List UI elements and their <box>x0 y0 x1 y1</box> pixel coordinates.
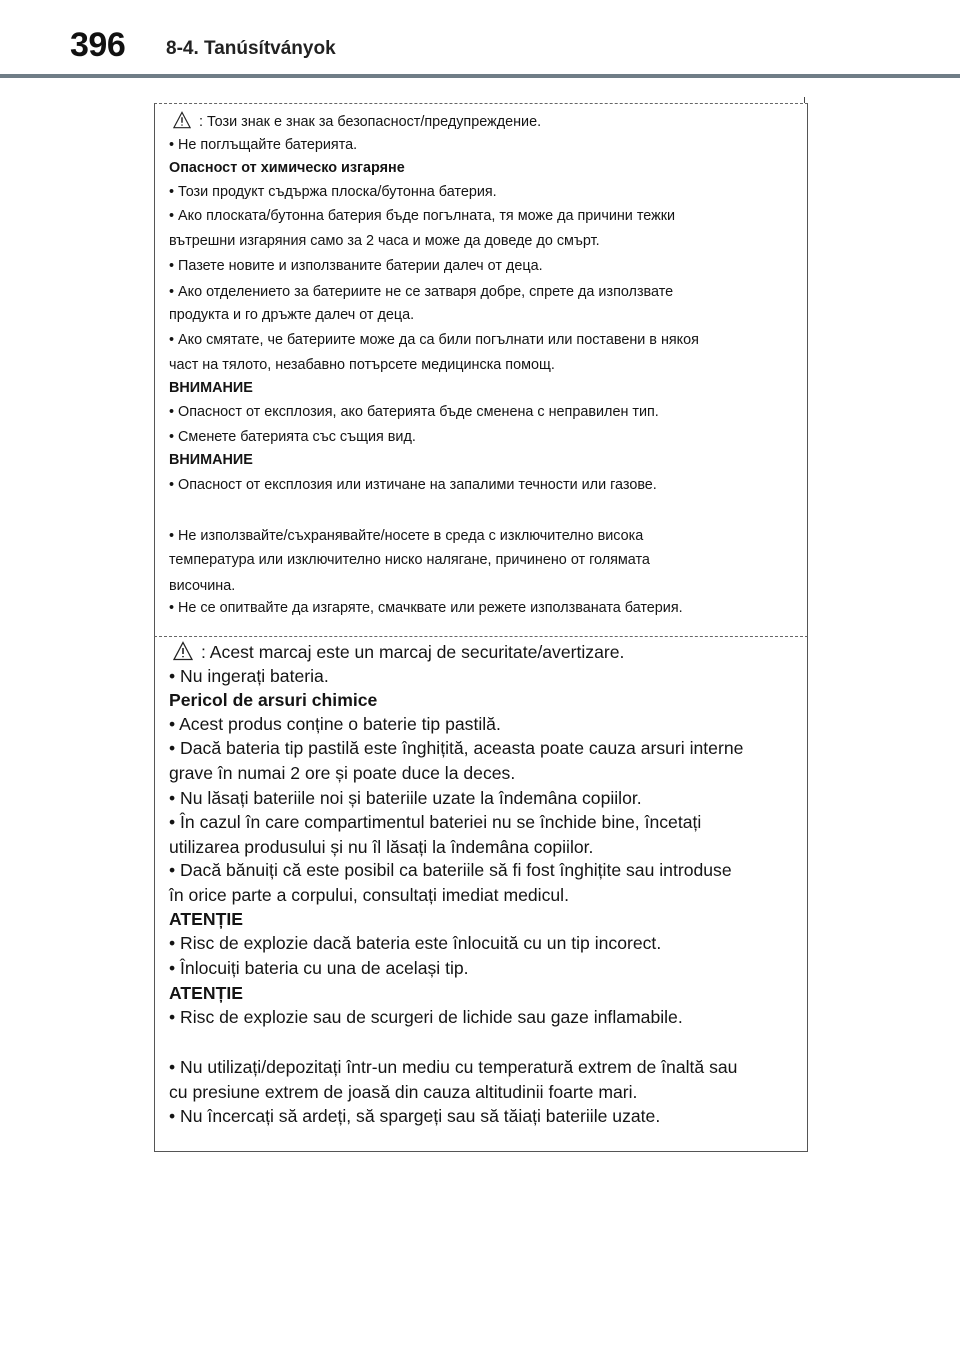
notice-line <box>169 357 555 373</box>
page-number: 396 <box>70 26 126 64</box>
notice-line <box>173 111 541 130</box>
notice-heading <box>169 909 243 930</box>
notice-line <box>169 184 497 200</box>
notice-line <box>169 1106 660 1127</box>
notice-line-text: част на тялото, незабавно потърсете медицинска помощ. <box>169 357 555 373</box>
notice-line <box>169 958 469 979</box>
notice-line-text: • Acest produs conține o baterie tip pastilă. <box>169 714 501 734</box>
notice-bulgarian <box>154 103 808 636</box>
notice-line <box>169 714 501 735</box>
notice-line-text: • Този продукт съдържа плоска/бутонна батерия. <box>169 184 497 200</box>
notice-line <box>169 860 732 881</box>
notice-line-text: продукта и го дръжте далеч от деца. <box>169 307 415 323</box>
notice-line-text: • Risc de explozie sau de scurgeri de lichide sau gaze inflamabile. <box>169 1007 683 1027</box>
notice-line-text: • Не използвайте/съхранявайте/носете в среда с изключително висока <box>169 528 644 544</box>
notice-line <box>169 429 416 445</box>
notice-line-text: • Nu lăsați bateriile noi și bateriile uzate la îndemâna copiilor. <box>169 788 642 808</box>
notice-line <box>169 788 642 809</box>
warning-triangle-icon <box>173 111 191 129</box>
notice-line <box>169 258 543 274</box>
notice-line-text: вътрешни изгаряния само за 2 часа и може да доведе до смърт. <box>169 233 600 249</box>
notice-line-text: • Nu ingerați bateria. <box>169 666 329 686</box>
notice-line-text: ВНИМАНИЕ <box>169 452 253 468</box>
notice-line-text: • În cazul în care compartimentul bateriei nu se închide bine, încetați <box>169 812 702 832</box>
notice-heading <box>169 452 253 468</box>
notice-line-text: • Nu încercați să ardeți, să spargeți sau să tăiați bateriile uzate. <box>169 1106 661 1126</box>
notice-line <box>169 208 675 224</box>
notice-line <box>169 1057 737 1078</box>
notice-line <box>169 528 643 544</box>
notice-line-text: • Ако отделението за батериите не се затваря добре, спрете да използвате <box>169 284 674 300</box>
notice-line-text: Опасност от химическо изгаряне <box>169 160 405 176</box>
notice-line <box>169 1082 637 1103</box>
notice-line <box>169 885 569 906</box>
notice-line <box>169 477 657 493</box>
section-title: 8-4. Tanúsítványok <box>166 38 336 59</box>
notice-line-text: • Опасност от експлозия или изтичане на запалими течности или газове. <box>169 477 657 493</box>
notice-line-text: ВНИМАНИЕ <box>169 380 253 396</box>
notice-line-text: • Сменете батерията със същия вид. <box>169 429 416 445</box>
notice-line-text: • Опасност от експлозия, ако батерията бъде сменена с неправилен тип. <box>169 404 659 420</box>
notice-line-text: ATENȚIE <box>169 909 243 929</box>
notice-line-text: • Ако смятате, че батериите може да са били погълнати или поставени в някоя <box>169 332 699 348</box>
notice-line-text: • Не поглъщайте батерията. <box>169 137 358 153</box>
notice-line-text: : Acest marcaj este un marcaj de securitate/avertizare. <box>201 642 625 662</box>
notice-line-text: • Не се опитвайте да изгаряте, смачквате или режете използваната батерия. <box>169 600 683 616</box>
notice-line-text: • Risc de explozie dacă bateria este înlocuită cu un tip incorect. <box>169 933 662 953</box>
notice-line <box>169 763 515 784</box>
notice-line <box>169 137 357 153</box>
notice-line-text: • Dacă bateria tip pastilă este înghițită, aceasta poate cauza arsuri interne <box>169 738 744 758</box>
notice-line <box>169 307 414 323</box>
notice-line <box>169 332 699 348</box>
notice-line-text: • Nu utilizați/depozitați într-un mediu cu temperatură extrem de înaltă sau <box>169 1057 738 1077</box>
notice-heading <box>169 380 253 396</box>
notice-line-text: • Înlocuiți bateria cu una de același tip. <box>169 958 469 978</box>
notice-line <box>169 1007 683 1028</box>
notice-line-text: • Пазете новите и използваните батерии далеч от деца. <box>169 258 543 274</box>
notice-heading <box>169 690 377 711</box>
notice-line <box>169 233 600 249</box>
header-rule <box>0 74 960 78</box>
notice-line <box>169 738 743 759</box>
notice-line-text: : Този знак е знак за безопасност/предупреждение. <box>199 114 542 130</box>
notice-line-text: • Dacă bănuiți că este posibil ca bateriile să fi fost înghițite sau introduse <box>169 860 732 880</box>
notice-line-text: Pericol de arsuri chimice <box>169 690 378 710</box>
notice-line <box>169 600 683 616</box>
notice-heading <box>169 983 243 1004</box>
notice-line-text: utilizarea produsului și nu îl lăsați la îndemâna copiilor. <box>169 837 594 857</box>
notice-line <box>169 812 701 833</box>
notice-line-text: în orice parte a corpului, consultați imediat medicul. <box>169 885 569 905</box>
notice-line <box>169 578 235 594</box>
page-header <box>0 0 960 80</box>
notice-heading <box>169 160 405 176</box>
notice-line <box>169 552 650 568</box>
notice-line <box>169 837 593 858</box>
notice-line <box>169 666 329 687</box>
notice-line-text: температура или изключително ниско налягане, причинено от голямата <box>169 552 650 568</box>
warning-triangle-icon <box>173 641 193 661</box>
notice-line <box>173 641 624 663</box>
notice-line <box>169 404 659 420</box>
notice-line-text: ATENȚIE <box>169 983 243 1003</box>
notice-line-text: • Ако плоската/бутонна батерия бъде погълната, тя може да причини тежки <box>169 208 676 224</box>
notice-line <box>169 284 673 300</box>
notice-line-text: grave în numai 2 ore și poate duce la deces. <box>169 763 516 783</box>
notice-line-text: височина. <box>169 578 236 594</box>
notice-line <box>169 933 661 954</box>
notice-line-text: cu presiune extrem de joasă din cauza altitudinii foarte mari. <box>169 1082 638 1102</box>
notice-romanian <box>154 636 808 1152</box>
